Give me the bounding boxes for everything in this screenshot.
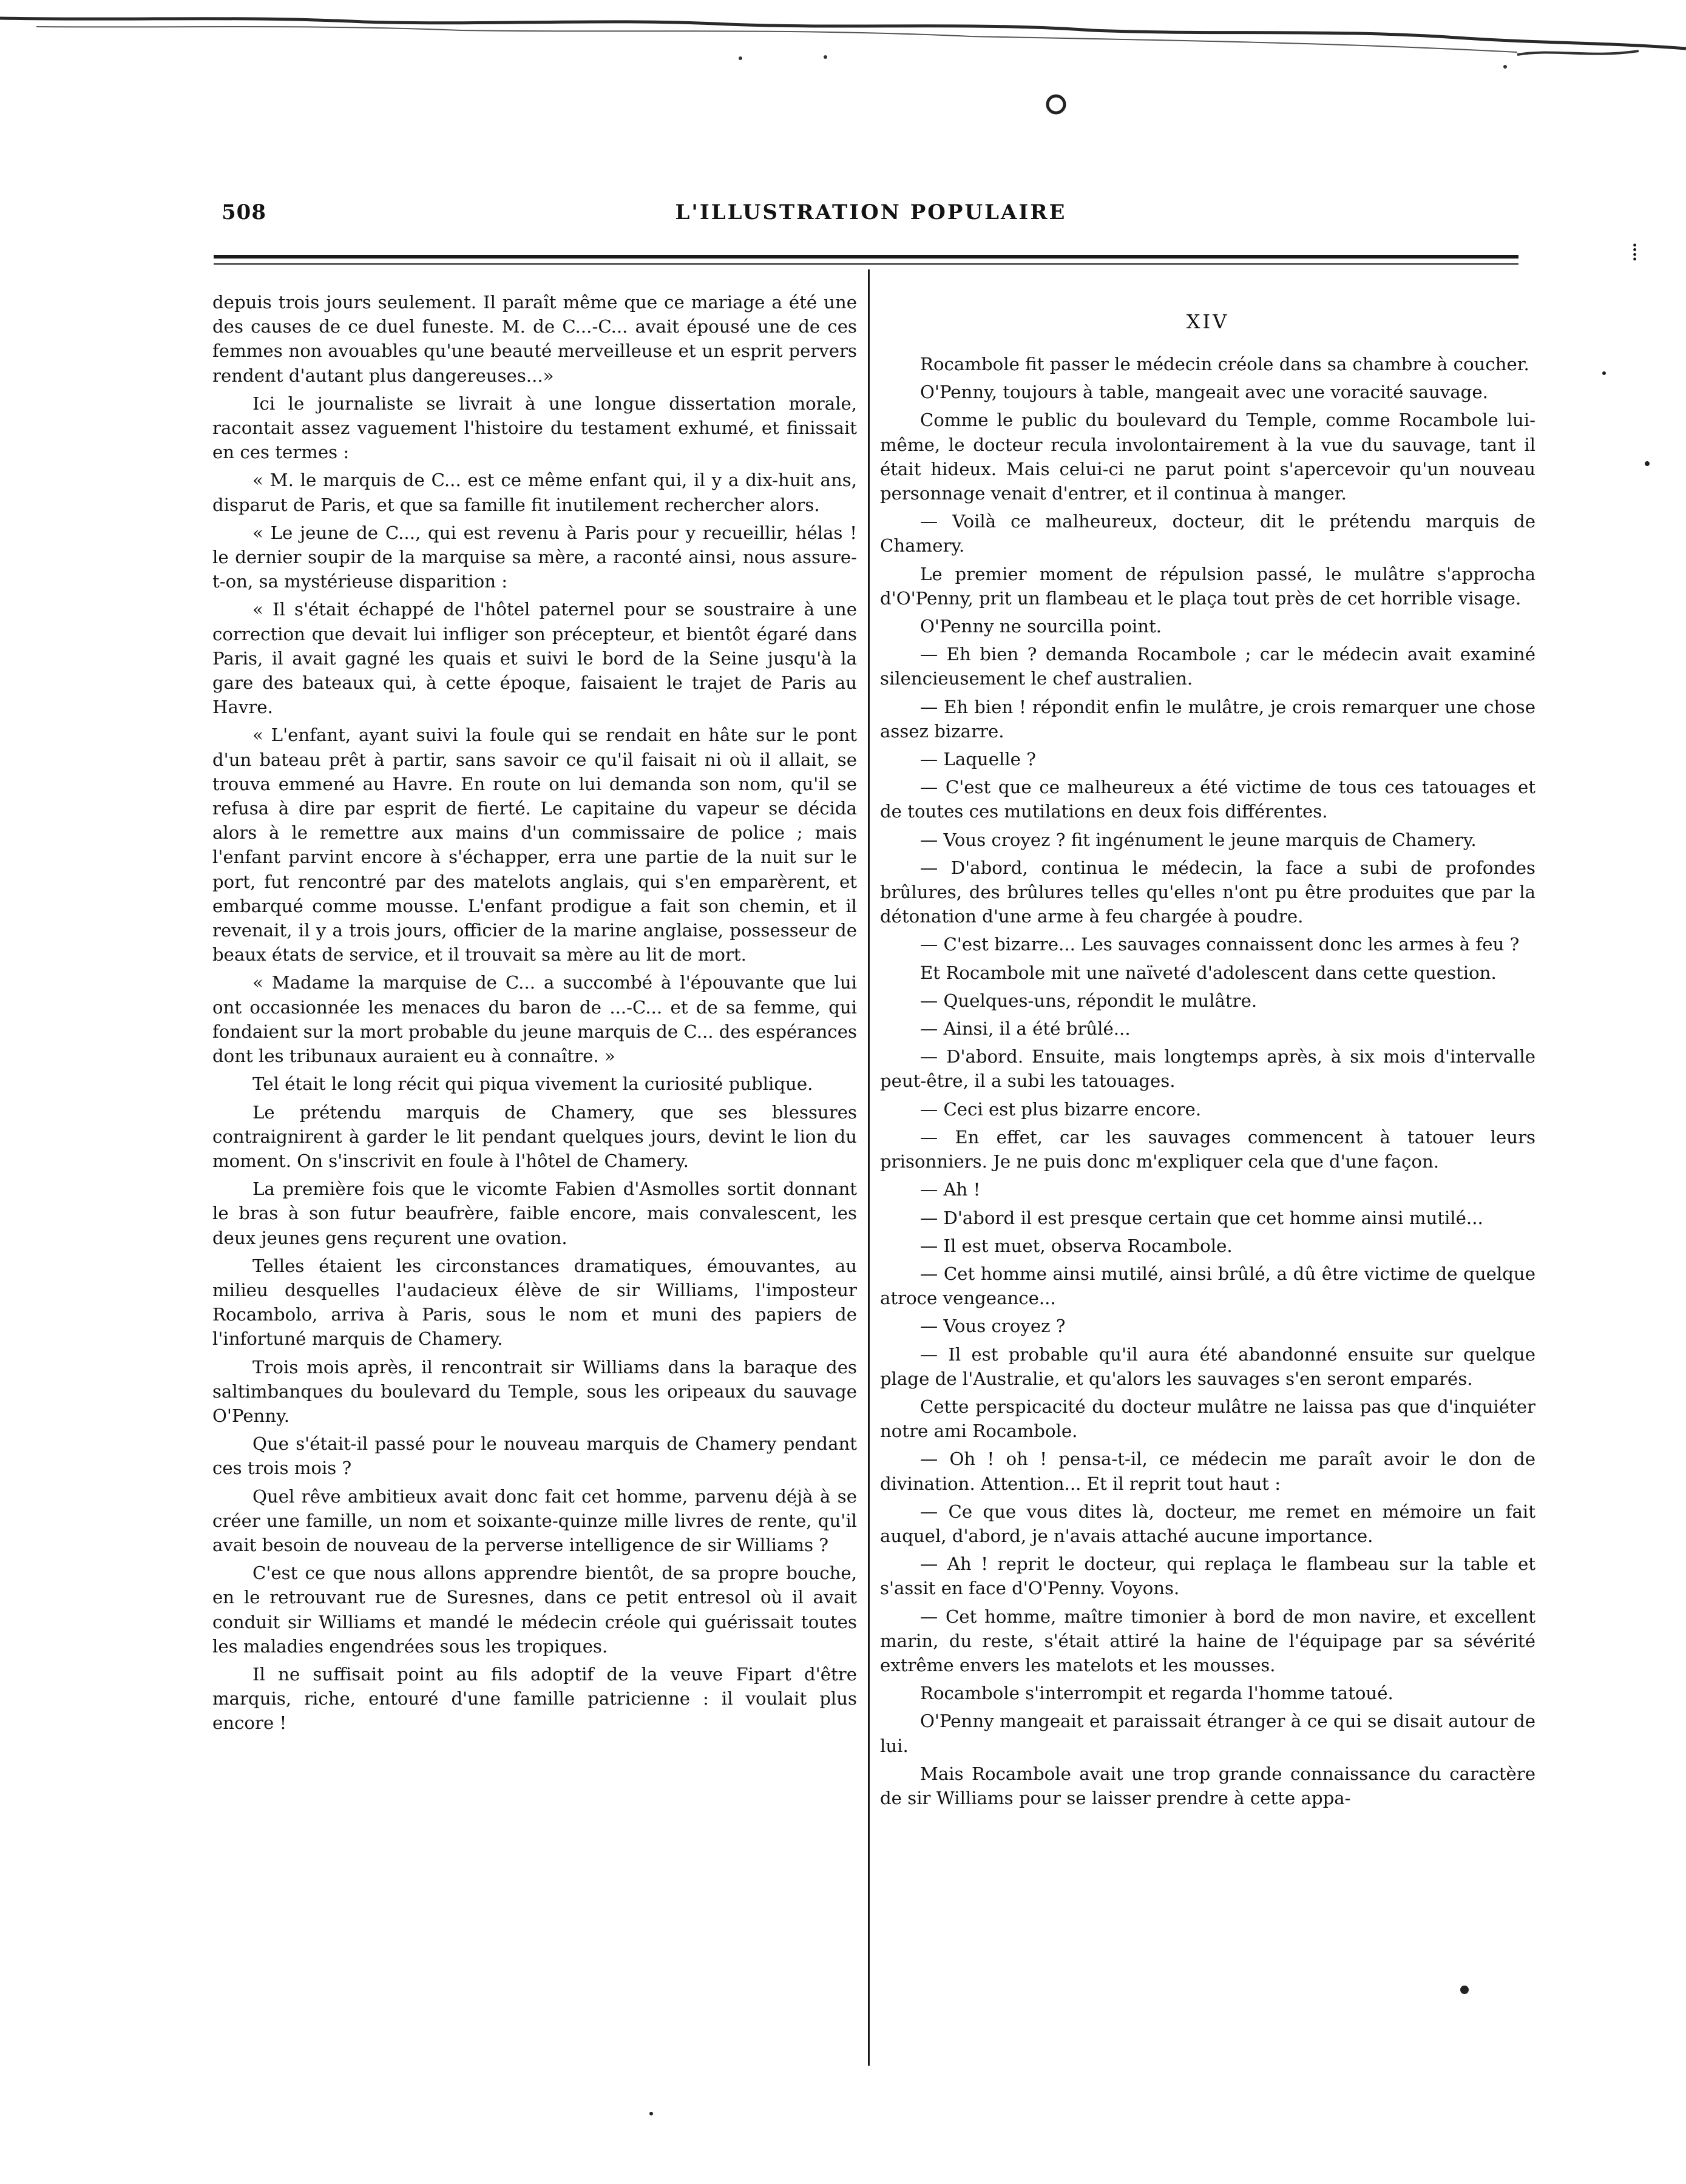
paragraph: C'est ce que nous allons apprendre bientôt, de sa propre bouche, en le retrouvant rue de Suresnes, dans ce petit entresol où il avait conduit sir Williams et mandé le médecin créole qui guérissait toutes les maladies engendrées sous les tropiques. bbox=[212, 1563, 857, 1657]
header-rule-thin bbox=[214, 263, 1518, 265]
paragraph: — Il est probable qu'il aura été abandonné ensuite sur quelque plage de l'Australie, et qu'alors les sauvages s'en seront emparés. bbox=[880, 1344, 1535, 1389]
paragraph: — Il est muet, observa Rocambole. bbox=[920, 1235, 1233, 1256]
paragraph: — Voilà ce malheureux, docteur, dit le prétendu marquis de Chamery. bbox=[880, 511, 1535, 556]
left-column bbox=[212, 290, 857, 1739]
paragraph: La première fois que le vicomte Fabien d'Asmolles sortit donnant le bras à son futur beaufrère, faible encore, mais convalescent, les deux jeunes gens reçurent une ovation. bbox=[212, 1178, 857, 1248]
paragraph: « Le jeune de C..., qui est revenu à Paris pour y recueillir, hélas ! le dernier soupir de la marquise sa mère, a raconté ainsi, nous assure-t-on, sa mystérieuse disparition : bbox=[212, 522, 857, 592]
paragraph: Trois mois après, il rencontrait sir Williams dans la baraque des saltimbanques du boulevard du Temple, sous les oripeaux du sauvage O'Penny. bbox=[212, 1356, 857, 1426]
margin-mark: ⁞ bbox=[1631, 238, 1639, 266]
paragraph: — D'abord, continua le médecin, la face a subi de profondes brûlures, des brûlures telles qu'elles n'ont pu être produites que par la détonation d'une arme à feu chargée à poudre. bbox=[880, 857, 1535, 927]
paragraph: — Oh ! oh ! pensa-t-il, ce médecin me paraît avoir le don de divination. Attention... Et il reprit tout haut : bbox=[880, 1449, 1535, 1494]
paragraph: — Ce que vous dites là, docteur, me remet en mémoire un fait auquel, d'abord, je n'avais attaché aucune importance. bbox=[880, 1501, 1535, 1546]
column-divider bbox=[868, 269, 870, 2066]
paragraph: — C'est bizarre... Les sauvages connaissent donc les armes à feu ? bbox=[920, 934, 1520, 955]
paragraph: O'Penny mangeait et paraissait étranger à ce qui se disait autour de lui. bbox=[880, 1711, 1535, 1756]
paragraph: depuis trois jours seulement. Il paraît même que ce mariage a été une des causes de ce duel funeste. M. de C...-C... avait épousé une de ces femmes non avouables qu'une beauté merveilleuse et un esprit pervers rendent d'autant plus dangereuses...» bbox=[212, 292, 857, 386]
paragraph: — Ah ! bbox=[920, 1179, 981, 1200]
paragraph: — Eh bien ! répondit enfin le mulâtre, je crois remarquer une chose assez bizarre. bbox=[880, 696, 1535, 742]
paragraph: « Il s'était échappé de l'hôtel paternel pour se soustraire à une correction que devait lui infliger son précepteur, et bientôt égaré dans Paris, il avait gagné les quais et suivi le bord de la Seine jusqu'à la gare des bateaux qui, à cette époque, faisaient le trajet de Paris au Havre. bbox=[212, 599, 857, 718]
paragraph: Il ne suffisait point au fils adoptif de la veuve Fipart d'être marquis, riche, entouré d'une famille patricienne : il voulait plus encore ! bbox=[212, 1663, 857, 1734]
paragraph: « L'enfant, ayant suivi la foule qui se rendait en hâte sur le pont d'un bateau prêt à partir, sans savoir ce qu'il faisait ni où il allait, se trouva emmené au Havre. En route on lui demanda son nom, qu'il se refusa à dire par esprit de fierté. Le capitaine du vapeur se décida alors à le remettre aux mains d'un commissaire de police ; mais l'enfant parvint encore à s'échapper, erra une partie de la nuit sur le port, fut rencontré par des matelots anglais, qui s'en emparèrent, et embarqué comme mousse. L'enfant prodigue a fait son chemin, et il revenait, il y a trois jours, officier de la marine anglaise, possesseur de beaux états de service, et il trouvait sa mère au lit de mort. bbox=[212, 725, 857, 965]
paragraph: « Madame la marquise de C... a succombé à l'épouvante que lui ont occasionnée les menaces du baron de ...-C... et de sa femme, qui fondaient sur la mort probable du jeune marquis de C... des espérances dont les tribunaux auraient eu à connaître. » bbox=[212, 972, 857, 1067]
paragraph: — Eh bien ? demanda Rocambole ; car le médecin avait examiné silencieusement le chef australien. bbox=[880, 644, 1535, 689]
paragraph: Et Rocambole mit une naïveté d'adolescent dans cette question. bbox=[920, 962, 1497, 983]
paragraph: Que s'était-il passé pour le nouveau marquis de Chamery pendant ces trois mois ? bbox=[212, 1433, 857, 1479]
paragraph: Rocambole s'interrompit et regarda l'homme tatoué. bbox=[920, 1683, 1393, 1704]
paragraph: Telles étaient les circonstances dramatiques, émouvantes, au milieu desquelles l'audacieux élève de sir Williams, l'imposteur Rocambolo, arriva à Paris, sous le nom et muni des papiers de l'infortuné marquis de Chamery. bbox=[212, 1255, 857, 1350]
paragraph: — Laquelle ? bbox=[920, 749, 1036, 770]
paragraph: — Ainsi, il a été brûlé... bbox=[920, 1018, 1131, 1040]
paragraph: — C'est que ce malheureux a été victime de tous ces tatouages et de toutes ces mutilations en deux fois différentes. bbox=[880, 777, 1535, 822]
paragraph: — Cet homme ainsi mutilé, ainsi brûlé, a dû être victime de quelque atroce vengeance... bbox=[880, 1263, 1535, 1309]
scan-speck bbox=[649, 2112, 653, 2115]
paragraph: — Vous croyez ? fit ingénument le jeune marquis de Chamery. bbox=[920, 829, 1477, 850]
paragraph: O'Penny ne sourcilla point. bbox=[920, 616, 1162, 637]
page-header bbox=[222, 200, 1520, 231]
running-title: L'ILLUSTRATION POPULAIRE bbox=[675, 200, 1067, 225]
paragraph: Le prétendu marquis de Chamery, que ses blessures contraignirent à garder le lit pendant quelques jours, devint le lion du moment. On s'inscrivit en foule à l'hôtel de Chamery. bbox=[212, 1101, 857, 1171]
paragraph: Mais Rocambole avait une trop grande connaissance du caractère de sir Williams pour se laisser prendre à cette appa- bbox=[880, 1763, 1535, 1808]
scan-speck bbox=[1460, 1986, 1469, 1994]
paragraph: — Ceci est plus bizarre encore. bbox=[920, 1098, 1202, 1120]
paragraph: Comme le public du boulevard du Temple, comme Rocambole lui-même, le docteur recula involontairement à la vue du sauvage, tant il était hideux. Mais celui-ci ne parut point s'apercevoir qu'un nouveau personnage venait d'entrer, et il continua à manger. bbox=[880, 410, 1535, 504]
paragraph: Quel rêve ambitieux avait donc fait cet homme, parvenu déjà à se créer une famille, un nom et soixante-quinze mille livres de rente, qu'il avait besoin de nouveau de la perverse intelligence de sir Williams ? bbox=[212, 1486, 857, 1555]
chapter-heading: XIV bbox=[1186, 310, 1230, 333]
paragraph: Tel était le long récit qui piqua vivement la curiosité publique. bbox=[252, 1073, 813, 1095]
paragraph: Ici le journaliste se livrait à une longue dissertation morale, racontait assez vaguement l'histoire du testament exhumé, et finissait en ces termes : bbox=[212, 393, 857, 463]
paragraph: Cette perspicacité du docteur mulâtre ne laissa pas que d'inquiéter notre ami Rocambole. bbox=[880, 1396, 1535, 1442]
paragraph: — Vous croyez ? bbox=[920, 1316, 1066, 1337]
paragraph: Le premier moment de répulsion passé, le mulâtre s'approcha d'O'Penny, prit un flambeau et le plaça tout près de cet horrible visage. bbox=[880, 563, 1535, 609]
paragraph: — D'abord il est presque certain que cet homme ainsi mutilé... bbox=[920, 1207, 1483, 1228]
scan-edge-artifacts bbox=[0, 0, 1686, 121]
paragraph: — Cet homme, maître timonier à bord de mon navire, et excellent marin, du reste, s'était attiré la haine de l'équipage par sa sévérité extrême envers les matelots et les mousses. bbox=[880, 1606, 1535, 1675]
paragraph: — Quelques-uns, répondit le mulâtre. bbox=[920, 990, 1258, 1011]
paragraph: « M. le marquis de C... est ce même enfant qui, il y a dix-huit ans, disparut de Paris, et que sa famille fit inutilement rechercher alors. bbox=[212, 470, 857, 515]
paragraph: Rocambole fit passer le médecin créole dans sa chambre à coucher. bbox=[920, 354, 1529, 374]
scan-speck bbox=[1645, 461, 1650, 466]
scan-speck bbox=[1602, 371, 1606, 375]
right-column bbox=[880, 309, 1535, 1814]
paragraph: — D'abord. Ensuite, mais longtemps après, à six mois d'intervalle peut-être, il a subi les tatouages. bbox=[880, 1046, 1535, 1092]
paragraph: — Ah ! reprit le docteur, qui replaça le flambeau sur la table et s'assit en face d'O'Penny. Voyons. bbox=[880, 1553, 1535, 1599]
page-number: 508 bbox=[222, 200, 266, 225]
paragraph: — En effet, car les sauvages commencent à tatouer leurs prisonniers. Je ne puis donc m'expliquer cela que d'une façon. bbox=[880, 1126, 1535, 1172]
header-rule-thick bbox=[214, 255, 1518, 259]
paragraph: O'Penny, toujours à table, mangeait avec une voracité sauvage. bbox=[920, 382, 1488, 403]
